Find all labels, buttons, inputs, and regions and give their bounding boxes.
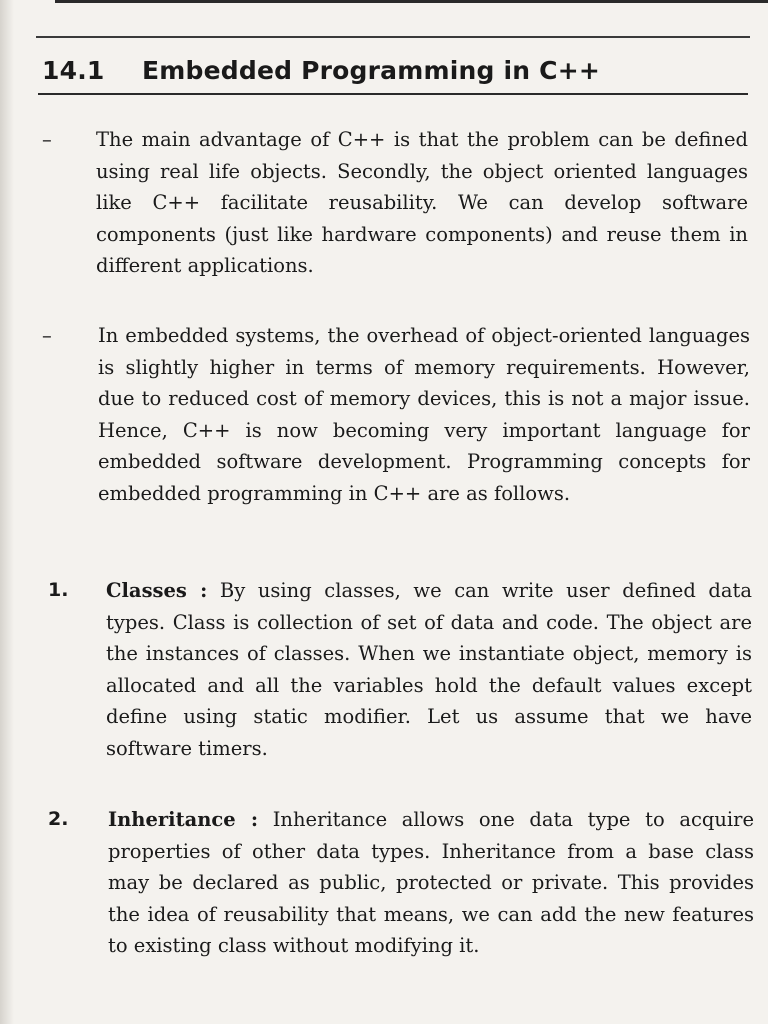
number-marker: 2. bbox=[48, 808, 69, 830]
bullet-paragraph-advantages bbox=[40, 124, 752, 316]
paragraph-body: By using classes, we can write user defined data types. Class is collection of set of data and code. The object are the instances of classes. When we instantiate object, memory is allocated and all the variables hold the default values except define using static modifier. Let us assume that we have software timers. bbox=[106, 579, 752, 760]
bullet-paragraph-overhead bbox=[40, 320, 752, 574]
top-edge-rule bbox=[55, 0, 768, 3]
paragraph-text bbox=[98, 320, 750, 510]
section-number: 14.1 bbox=[42, 56, 105, 85]
numbered-item-classes bbox=[48, 575, 754, 797]
dash-marker: – bbox=[42, 128, 52, 151]
term-label: Inheritance : bbox=[108, 808, 259, 831]
paragraph-text bbox=[96, 124, 748, 282]
numbered-item-inheritance bbox=[48, 804, 756, 996]
paragraph-text bbox=[106, 575, 752, 765]
page-shadow bbox=[0, 0, 14, 1024]
header-rule-top bbox=[36, 36, 750, 38]
paragraph-body: Inheritance allows one data type to acquire properties of other data types. Inheritance from a base class may be declared as public, protected or private. This provides the idea of reusability that means, we can add the new features to existing class without modifying it. bbox=[108, 808, 754, 958]
section-title: Embedded Programming in C++ bbox=[142, 56, 601, 85]
section-heading bbox=[42, 56, 600, 85]
number-marker: 1. bbox=[48, 579, 69, 601]
paragraph-body: The main advantage of C++ is that the problem can be defined using real life objects. Secondly, the object oriented languages like C++ facilitate reusability. We can develop software components (just like hardware components) and reuse them in different applications. bbox=[96, 128, 748, 278]
paragraph-body: In embedded systems, the overhead of object-oriented languages is slightly higher in terms of memory requirements. However, due to reduced cost of memory devices, this is not a major issue. Hence, C++ is now becoming very important language for embedded software development. Programming concepts for embedded programming in C++ are as follows. bbox=[98, 324, 750, 505]
dash-marker: – bbox=[42, 324, 52, 347]
paragraph-text bbox=[108, 804, 754, 962]
term-label: Classes : bbox=[106, 579, 208, 602]
header-rule-bottom bbox=[38, 93, 748, 95]
